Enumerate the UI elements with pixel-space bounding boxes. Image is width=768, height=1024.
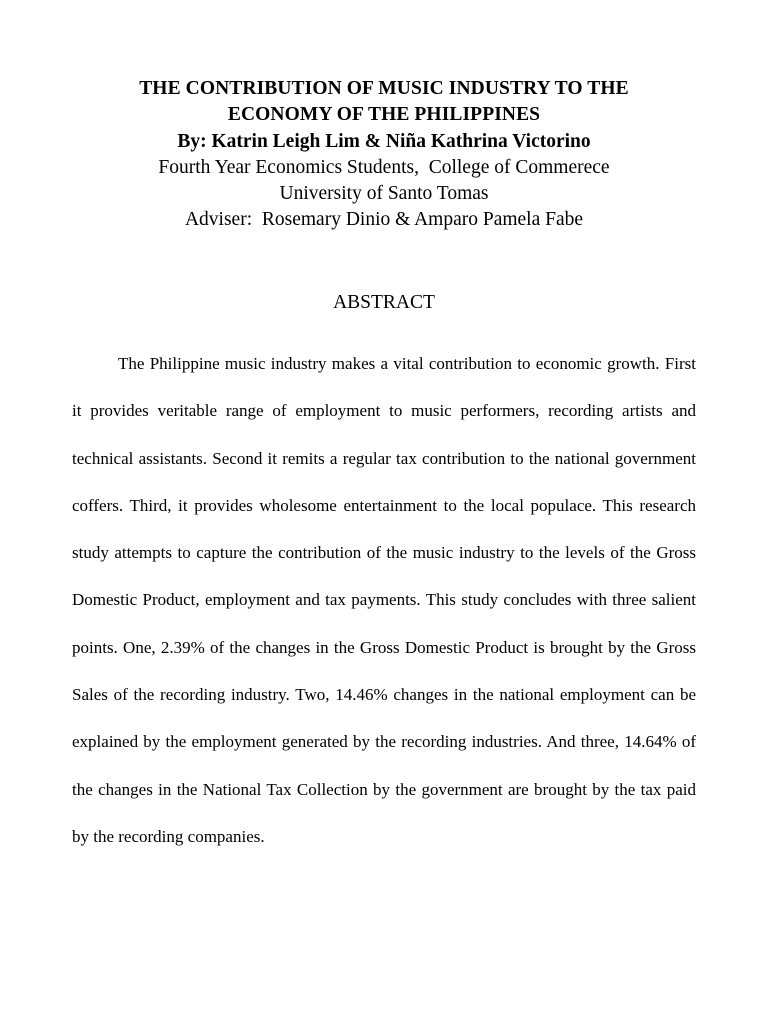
affiliation-line-2: University of Santo Tomas — [279, 183, 489, 204]
author-byline: By: Katrin Leigh Lim & Niña Kathrina Victorino — [177, 131, 591, 152]
paper-title-line-2: ECONOMY OF THE PHILIPPINES — [227, 104, 541, 125]
paper-header — [40, 76, 728, 233]
abstract-paragraph: The Philippine music industry makes a vital contribution to economic growth. First it provides veritable range of employment to music performers, recording artists and technical assistants. Second it remits a regular tax contribution to the national government coffers. Third, it provides wholesome entertainment to the local populace. This research study attempts to capture the contribution of the music industry to the levels of the Gross Domestic Product, employment and tax payments. This study concludes with three salient points. One, 2.39% of the changes in the Gross Domestic Product is brought by the Gross Sales of the recording industry. Two, 14.46% changes in the national employment can be explained by the employment generated by the recording industries. And three, 14.64% of the changes in the National Tax Collection by the government are brought by the tax paid by the recording companies. — [72, 354, 696, 846]
paper-title-line-1: THE CONTRIBUTION OF MUSIC INDUSTRY TO THE — [139, 78, 629, 99]
abstract-heading: ABSTRACT — [333, 292, 435, 313]
adviser-line: Adviser: Rosemary Dinio & Amparo Pamela Fabe — [184, 209, 584, 230]
affiliation-line-1: Fourth Year Economics Students, College of Commerece — [158, 157, 610, 178]
